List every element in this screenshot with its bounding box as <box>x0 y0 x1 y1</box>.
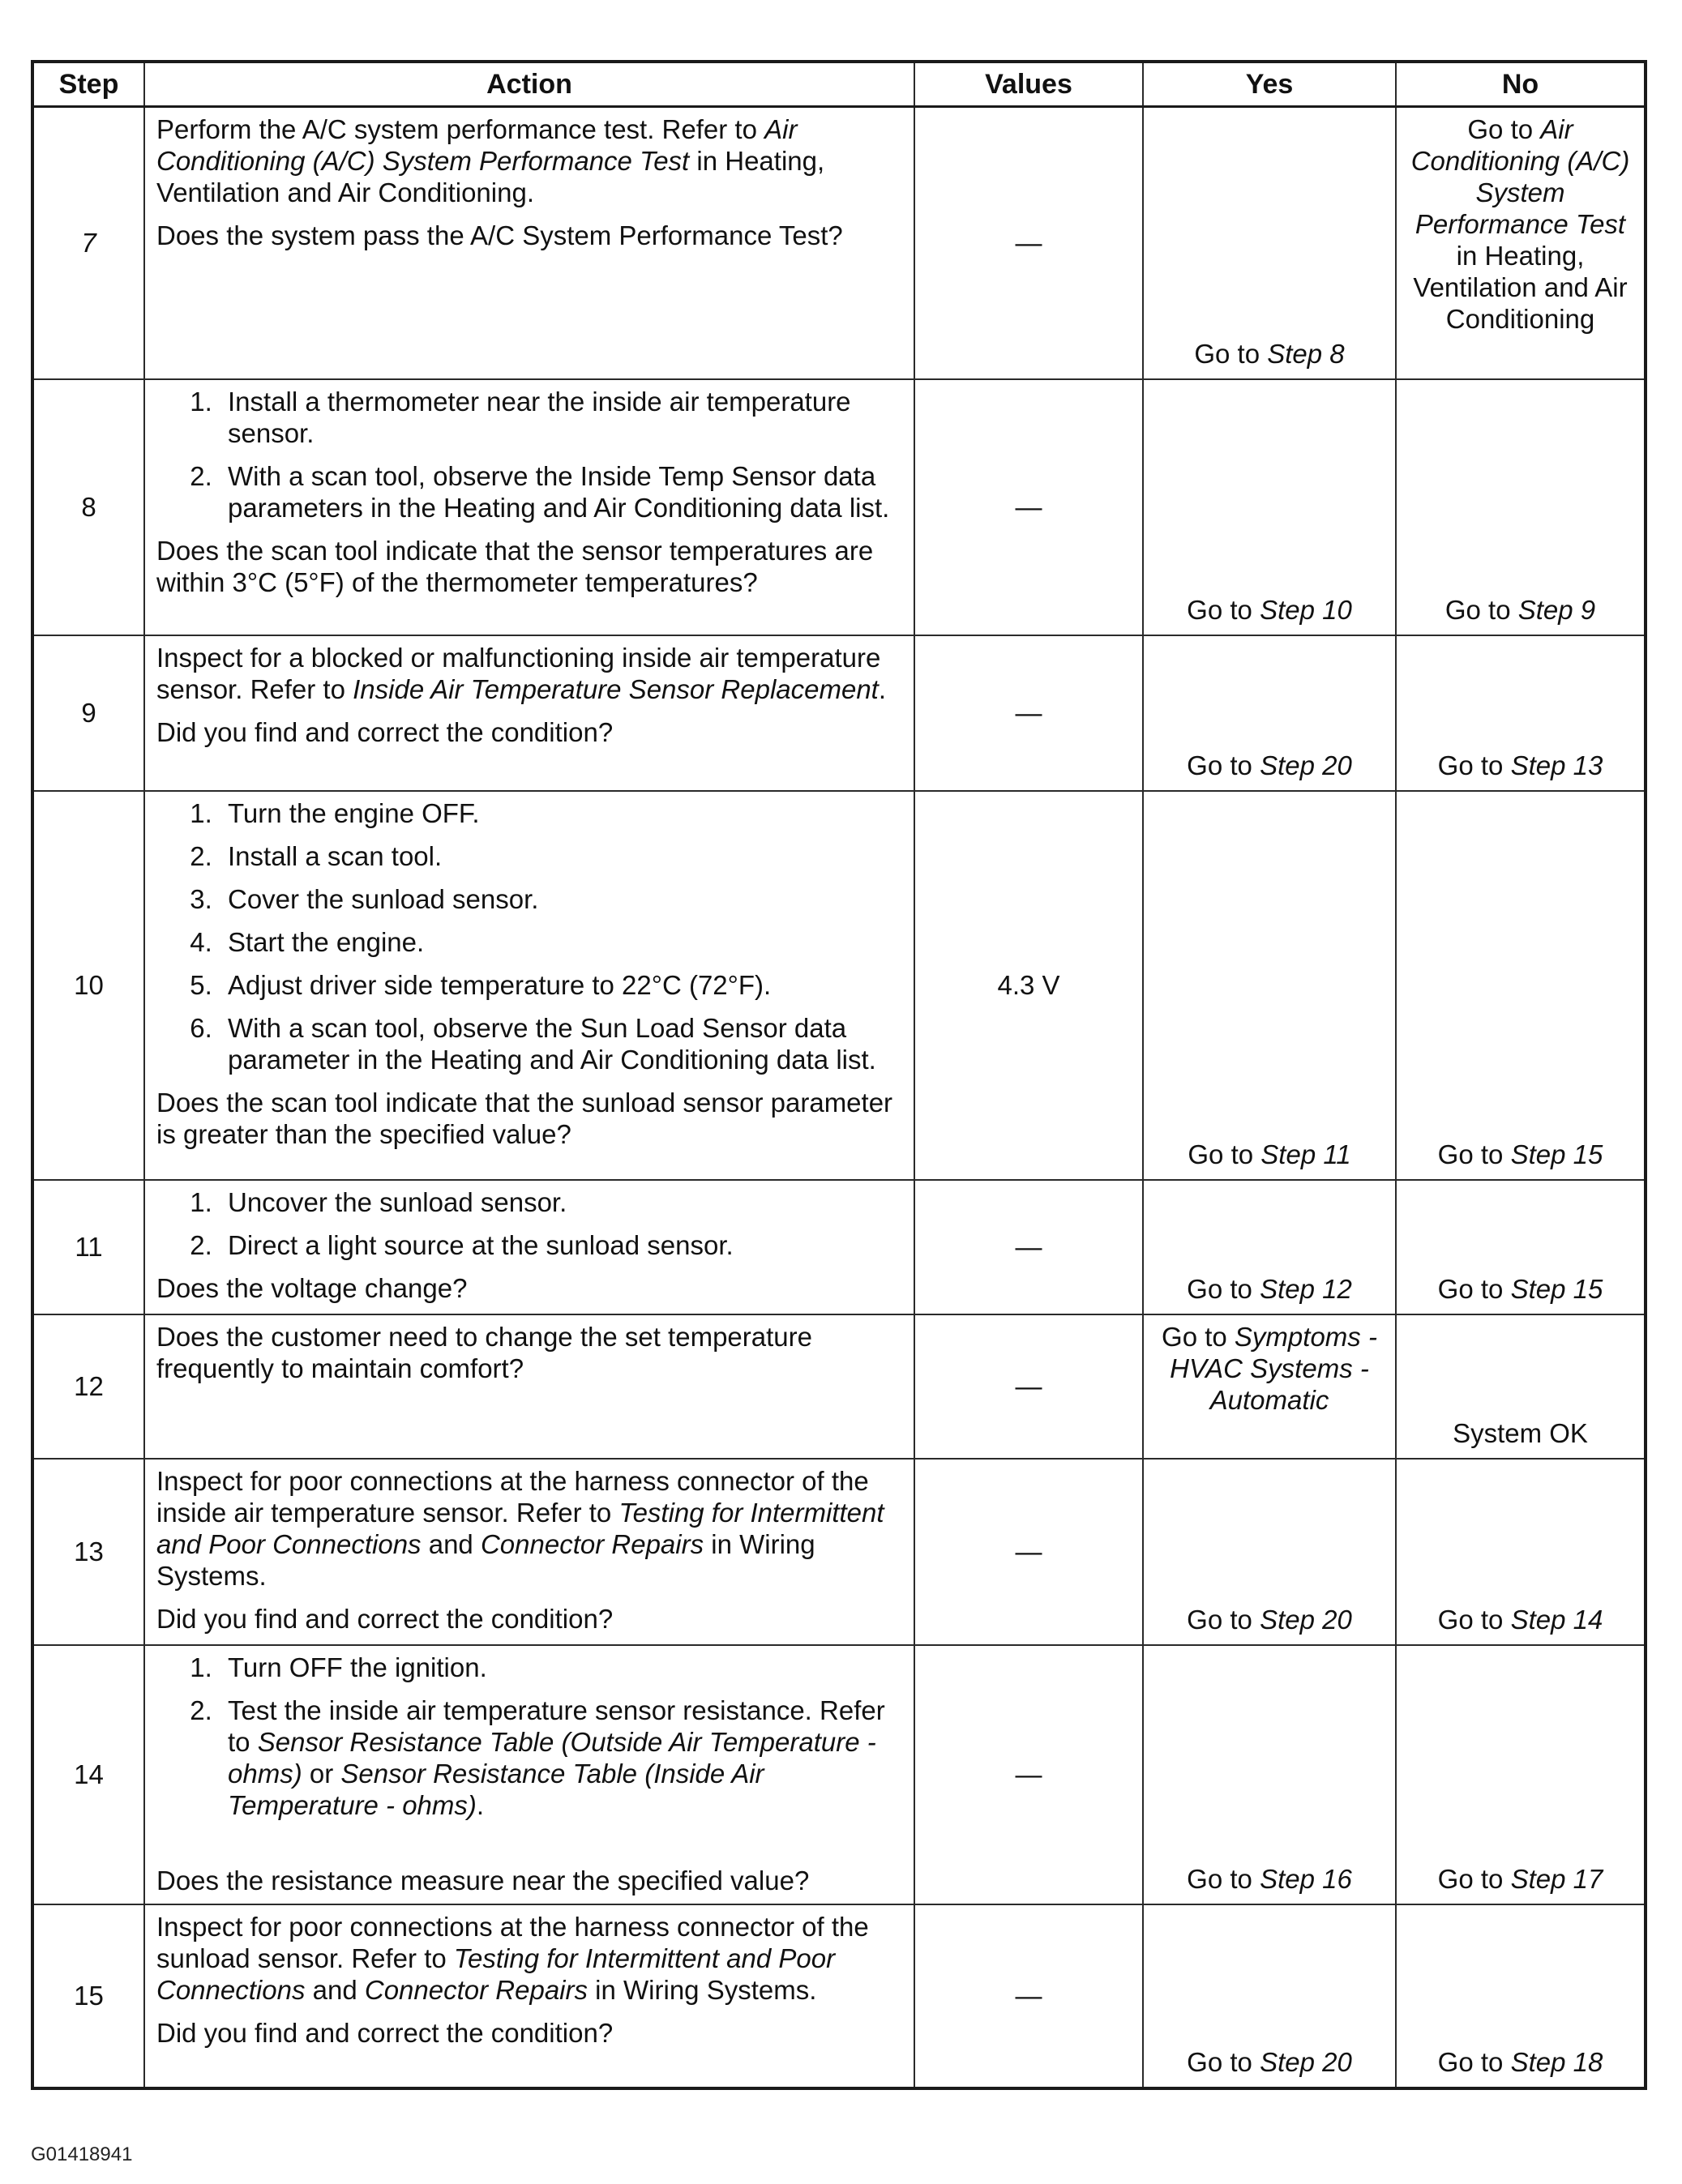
step-number: 8 <box>32 379 144 635</box>
header-row <box>32 62 1646 107</box>
no-cell <box>1396 1645 1646 1904</box>
header-no: No <box>1396 62 1646 107</box>
no-result: Go to Air Conditioning (A/C) System Performance Test in Heating, Ventilation and Air Conditioning <box>1410 114 1630 334</box>
action-cell <box>144 1314 914 1459</box>
action-cell <box>144 107 914 380</box>
action-question: Did you find and correct the condition? <box>156 1603 614 1634</box>
values-cell: — <box>914 379 1143 635</box>
no-result: Go to Step 13 <box>1437 750 1603 781</box>
reference-link: Inside Air Temperature Sensor Replacement <box>353 674 879 705</box>
action-step: 2. With a scan tool, observe the Inside Temp Sensor data parameters in the Heating and Air Conditioning data list. <box>220 461 902 524</box>
values-cell: — <box>914 1645 1143 1904</box>
yes-cell <box>1143 379 1396 635</box>
reference-link: Air Conditioning (A/C) System Performance Test <box>156 114 798 177</box>
action-cell <box>144 379 914 635</box>
action-cell <box>144 1180 914 1314</box>
reference-link: Connector Repairs <box>480 1528 704 1559</box>
step-number: 10 <box>32 791 144 1180</box>
header-yes: Yes <box>1143 62 1396 107</box>
yes-result: Go to Step 20 <box>1187 2047 1352 2078</box>
yes-result: Go to Symptoms - HVAC Systems - Automatic <box>1162 1322 1377 1415</box>
step-number: 13 <box>32 1459 144 1645</box>
action-cell <box>144 1645 914 1904</box>
values-cell: 4.3 V <box>914 791 1143 1180</box>
no-result: Go to Step 15 <box>1437 1274 1603 1305</box>
values-cell: — <box>914 1180 1143 1314</box>
yes-result: Go to Step 20 <box>1187 1605 1352 1635</box>
yes-result: Go to Step 12 <box>1187 1274 1352 1305</box>
table-row <box>32 1459 1646 1645</box>
header-values: Values <box>914 62 1143 107</box>
no-cell <box>1396 1314 1646 1459</box>
table-row <box>32 791 1646 1180</box>
no-cell <box>1396 1180 1646 1314</box>
action-step: 4. Start the engine. <box>220 927 902 959</box>
yes-result: Go to Step 10 <box>1187 595 1352 626</box>
yes-cell <box>1143 1314 1396 1459</box>
table-row <box>32 635 1646 791</box>
table-row <box>32 1904 1646 2088</box>
values-cell: — <box>914 1314 1143 1459</box>
action-question: Does the customer need to change the set temperature frequently to maintain comfort? <box>156 1322 812 1384</box>
table-row <box>32 1180 1646 1314</box>
action-text: Inspect for poor connections at the harness connector of the inside air temperature sensor. Refer to Testing for Intermittent and Poor Connections and Connector Repairs in Wiring Systems. <box>156 1466 884 1591</box>
no-cell <box>1396 379 1646 635</box>
reference-link: Connector Repairs <box>364 1974 588 2005</box>
values-cell: — <box>914 635 1143 791</box>
action-cell <box>144 1904 914 2088</box>
reference-link: Testing for Intermittent and Poor Connections <box>156 1943 836 2005</box>
yes-cell <box>1143 1645 1396 1904</box>
no-cell <box>1396 791 1646 1180</box>
values-cell: — <box>914 1904 1143 2088</box>
yes-cell <box>1143 1180 1396 1314</box>
table-row <box>32 107 1646 380</box>
action-text: Perform the A/C system performance test. Refer to Air Conditioning (A/C) System Performance Test in Heating, Ventilation and Air Conditioning. <box>156 114 825 207</box>
step-number: 15 <box>32 1904 144 2088</box>
yes-cell <box>1143 1904 1396 2088</box>
step-number: 14 <box>32 1645 144 1904</box>
action-question: Does the voltage change? <box>156 1272 468 1303</box>
action-cell <box>144 635 914 791</box>
action-text: Inspect for a blocked or malfunctioning inside air temperature sensor. Refer to Inside Air Temperature Sensor Replacement. <box>156 643 887 705</box>
no-cell <box>1396 635 1646 791</box>
diagnostic-table-sheet <box>31 60 1644 2090</box>
action-cell <box>144 791 914 1180</box>
action-step: 2. Direct a light source at the sunload sensor. <box>220 1230 902 1262</box>
action-step: 6. With a scan tool, observe the Sun Load Sensor data parameter in the Heating and Air Conditioning data list. <box>220 1013 902 1076</box>
action-steps-list <box>156 1187 902 1262</box>
action-question: Did you find and correct the condition? <box>156 716 614 747</box>
action-cell <box>144 1459 914 1645</box>
action-steps-list <box>156 798 902 1076</box>
yes-result: Go to Step 20 <box>1187 750 1352 781</box>
values-cell: — <box>914 1459 1143 1645</box>
action-question: Does the scan tool indicate that the sensor temperatures are within 3°C (5°F) of the thermometer temperatures? <box>156 535 874 597</box>
action-question: Does the resistance measure near the specified value? <box>156 1866 810 1896</box>
figure-id: G01418941 <box>31 2143 133 2165</box>
header-step: Step <box>32 62 144 107</box>
no-cell <box>1396 107 1646 380</box>
action-step: 1. Uncover the sunload sensor. <box>220 1187 902 1219</box>
action-step: 1. Turn the engine OFF. <box>220 798 902 830</box>
no-result: Go to Step 9 <box>1444 595 1596 626</box>
table-row <box>32 1645 1646 1904</box>
action-step: 2. Install a scan tool. <box>220 841 902 873</box>
yes-result: Go to Step 11 <box>1188 1139 1351 1170</box>
values-cell: — <box>914 107 1143 380</box>
step-number: 9 <box>32 635 144 791</box>
no-result: System OK <box>1453 1418 1588 1449</box>
no-result: Go to Step 18 <box>1437 2047 1603 2078</box>
step-number: 11 <box>32 1180 144 1314</box>
action-step: 3. Cover the sunload sensor. <box>220 884 902 916</box>
yes-cell <box>1143 1459 1396 1645</box>
step-number: 12 <box>32 1314 144 1459</box>
reference-link: Sensor Resistance Table (Inside Air Temperature - ohms) <box>228 1758 764 1820</box>
action-step: 5. Adjust driver side temperature to 22°C (72°F). <box>220 970 902 1002</box>
action-question: Does the scan tool indicate that the sunload sensor parameter is greater than the specified value? <box>156 1087 893 1149</box>
yes-cell <box>1143 107 1396 380</box>
action-text: Inspect for poor connections at the harness connector of the sunload sensor. Refer to Testing for Intermittent and Poor Connections and Connector Repairs in Wiring Systems. <box>156 1912 869 2005</box>
diagnostic-table <box>31 60 1647 2090</box>
yes-result: Go to Step 8 <box>1194 339 1345 370</box>
yes-cell <box>1143 791 1396 1180</box>
table-row <box>32 1314 1646 1459</box>
action-steps-list <box>156 387 902 524</box>
no-cell <box>1396 1459 1646 1645</box>
no-result: Go to Step 15 <box>1437 1139 1603 1170</box>
reference-link: Sensor Resistance Table (Outside Air Temperature - ohms) <box>228 1726 876 1789</box>
table-row <box>32 379 1646 635</box>
yes-cell <box>1143 635 1396 791</box>
reference-link: Testing for Intermittent and Poor Connections <box>156 1498 884 1559</box>
header-action: Action <box>144 62 914 107</box>
action-step: 1. Install a thermometer near the inside air temperature sensor. <box>220 387 902 450</box>
no-result: Go to Step 17 <box>1437 1864 1603 1895</box>
no-result: Go to Step 14 <box>1437 1605 1603 1635</box>
action-question: Did you find and correct the condition? <box>156 2017 614 2048</box>
no-cell <box>1396 1904 1646 2088</box>
action-step: 1. Turn OFF the ignition. <box>220 1652 902 1684</box>
action-steps-list <box>156 1652 902 1822</box>
action-question: Does the system pass the A/C System Performance Test? <box>156 220 843 250</box>
step-number: 7 <box>32 107 144 380</box>
yes-result: Go to Step 16 <box>1187 1864 1352 1895</box>
action-step: 2. Test the inside air temperature sensor resistance. Refer to Sensor Resistance Table (Outside Air Temperature - ohms) or Sensor Resistance Table (Inside Air Temperature - ohms). <box>220 1695 902 1822</box>
